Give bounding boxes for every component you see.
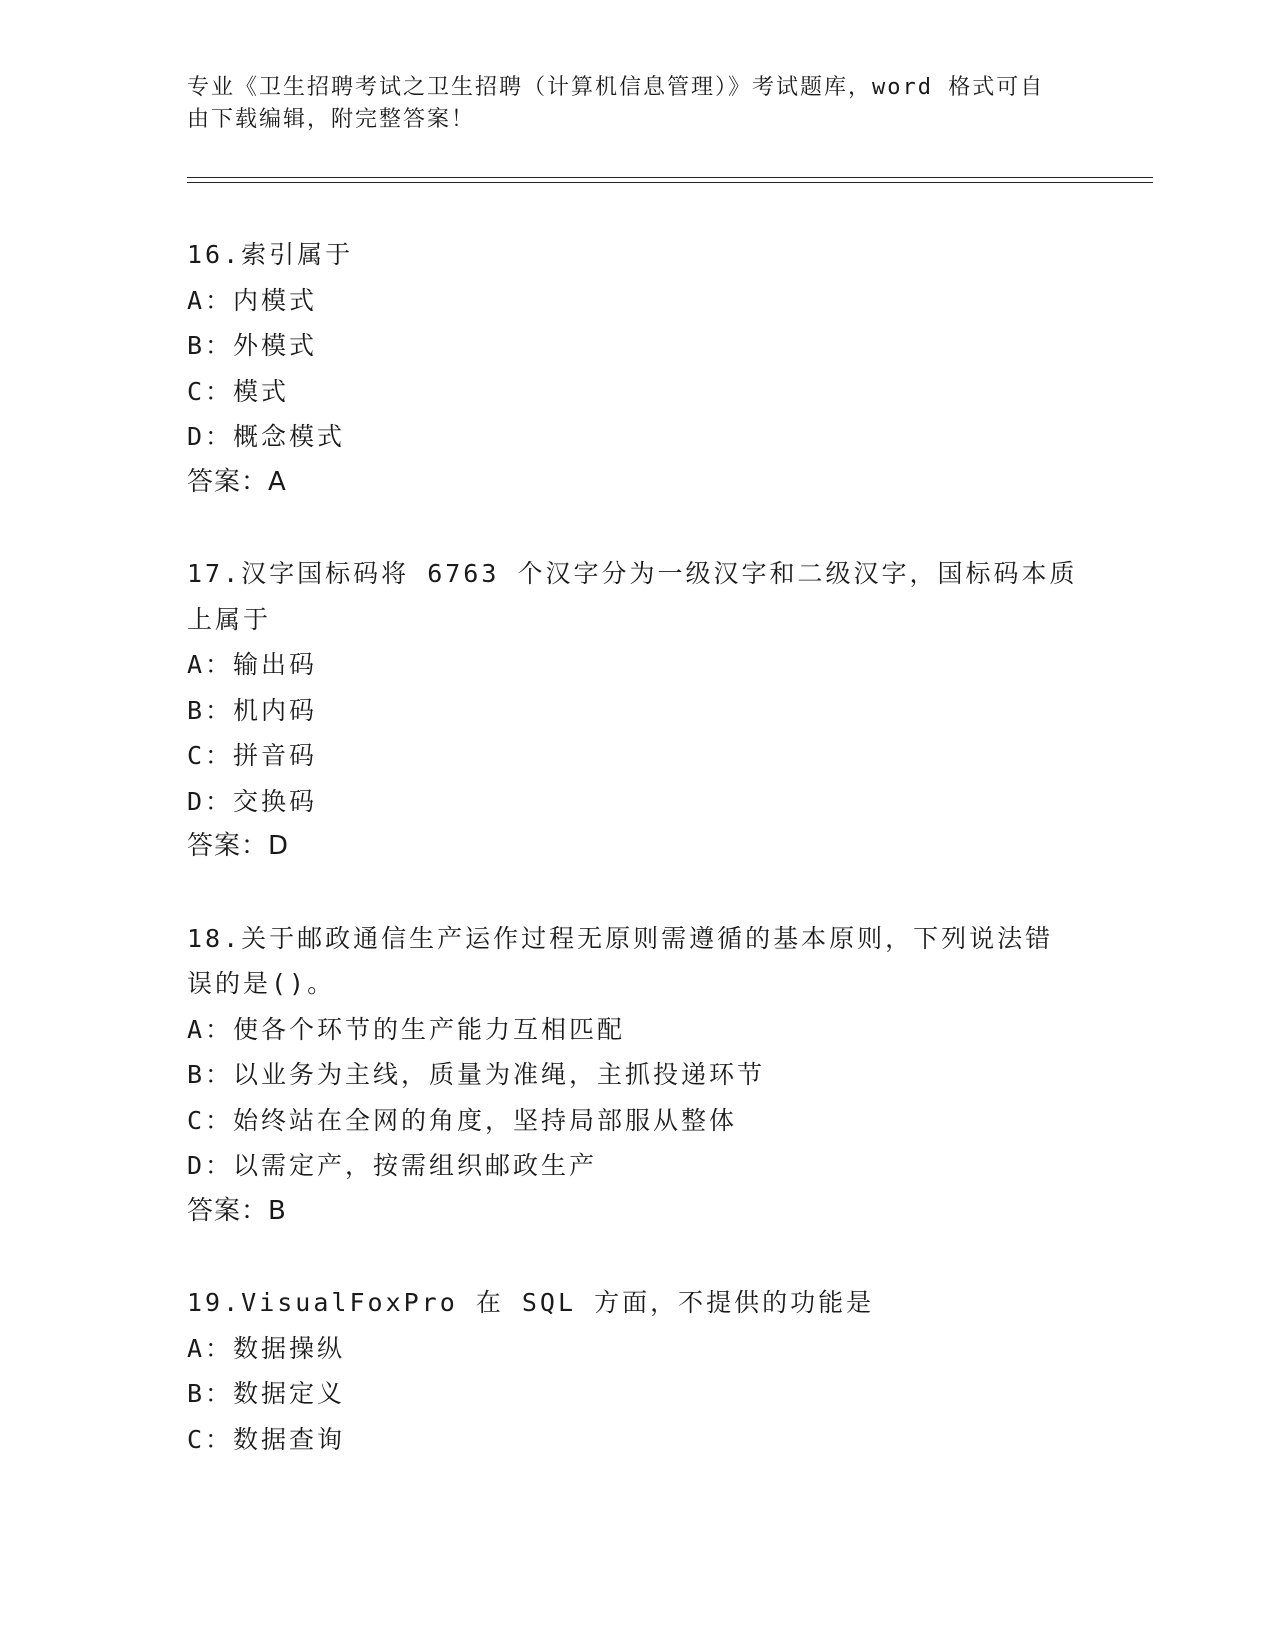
header-divider-top (187, 177, 1153, 178)
question-stem: 19.VisualFoxPro 在 SQL 方面，不提供的功能是 (187, 1288, 875, 1317)
question-answer: 答案：D (187, 831, 290, 861)
document-header (187, 72, 1067, 136)
question-option: B：外模式 (187, 331, 318, 360)
question-stem: 16.索引属于 (187, 240, 354, 269)
question-list (187, 232, 1087, 1508)
question-block (187, 916, 1087, 1235)
question-block (187, 232, 1087, 505)
question-option: D：交换码 (187, 786, 318, 816)
header-line-2: 由下载编辑，附完整答案！ (187, 107, 476, 132)
question-option: D：概念模式 (187, 422, 346, 451)
question-stem: 误的是()。 (187, 969, 336, 998)
question-option: B：以业务为主线，质量为准绳，主抓投递环节 (187, 1060, 766, 1089)
question-option: A：数据操纵 (187, 1333, 346, 1363)
question-stem: 上属于 (187, 604, 272, 634)
question-option: C：模式 (187, 376, 290, 406)
question-option: B：机内码 (187, 695, 318, 725)
question-option: D：以需定产，按需组织邮政生产 (187, 1151, 598, 1180)
question-stem: 17.汉字国标码将 6763 个汉字分为一级汉字和二级汉字，国标码本质 (187, 559, 1078, 588)
question-block (187, 1280, 1087, 1462)
question-option: A：内模式 (187, 285, 318, 315)
header-divider-bottom (187, 182, 1153, 183)
header-line-1: 专业《卫生招聘考试之卫生招聘（计算机信息管理）》考试题库，word 格式可自 (187, 75, 1045, 100)
question-block (187, 551, 1087, 870)
question-option: C：始终站在全网的角度，坚持局部服从整体 (187, 1105, 738, 1135)
question-option: C：数据查询 (187, 1424, 346, 1454)
question-stem: 18.关于邮政通信生产运作过程无原则需遵循的基本原则，下列说法错 (187, 923, 1054, 953)
question-option: C：拼音码 (187, 741, 318, 770)
question-answer: 答案：A (187, 466, 287, 497)
question-option: A：输出码 (187, 650, 318, 679)
question-option: B：数据定义 (187, 1379, 346, 1408)
question-answer: 答案：B (187, 1195, 287, 1226)
question-option: A：使各个环节的生产能力互相匹配 (187, 1014, 626, 1044)
